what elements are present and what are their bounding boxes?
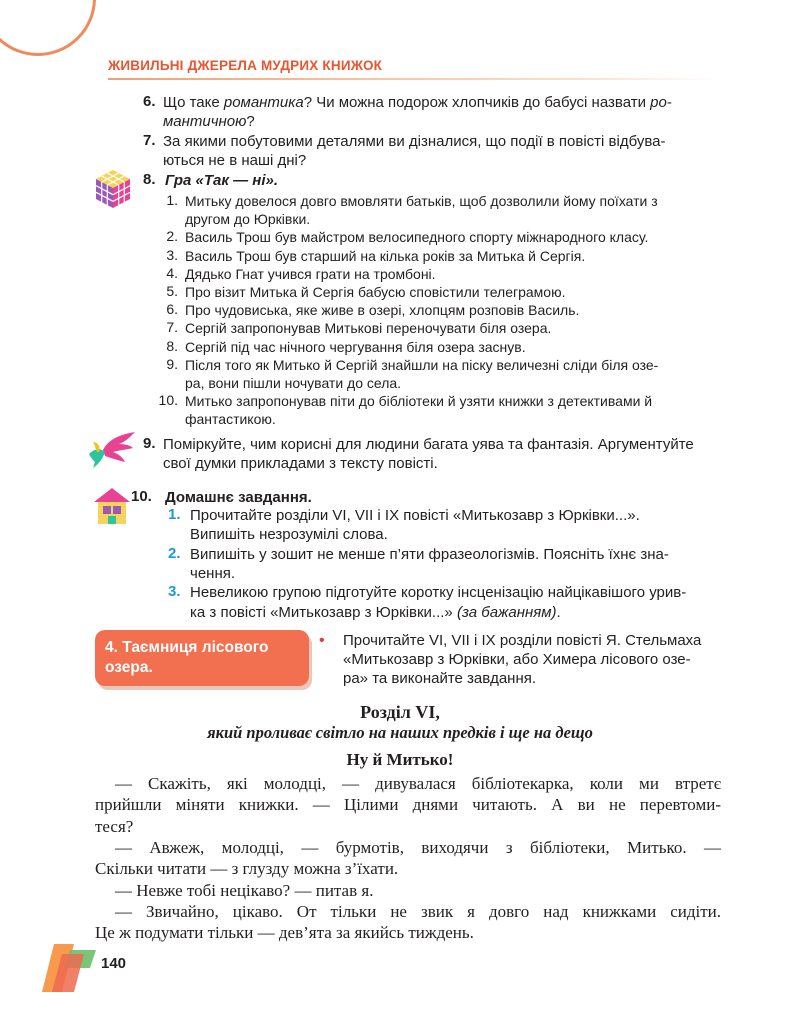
question-7-number: 7. xyxy=(143,132,156,149)
badge-line-2: озера. xyxy=(105,659,153,676)
game-item-number: 8. xyxy=(166,337,178,354)
q6-text-c: ? xyxy=(246,113,255,130)
homework-item-text xyxy=(190,583,686,603)
prose-line: — Авжеж, молодці, — бурмотів, виходячи з бібліотеки, Митько. — xyxy=(115,837,721,857)
question-10-number: 10. xyxy=(131,488,152,505)
homework-item-text xyxy=(190,603,561,623)
question-10-title: Домашнє завдання. xyxy=(165,489,312,506)
game-item-text: Сергій під час нічного чергування біля озера заснув. xyxy=(185,338,526,355)
chapter-heading: Ну й Митько! xyxy=(346,750,454,769)
q6-italic-term3: мантичною xyxy=(163,113,247,130)
homework-line: Випишіть у зошит не менше п’яти фразеологізмів. Поясніть їхнє зна- xyxy=(190,545,669,563)
game-item-text: фантастикою. xyxy=(185,411,276,428)
game-item-text: Василь Трош був майстром велосипедного спорту міжнародного класу. xyxy=(185,229,649,246)
homework-item-text xyxy=(190,564,235,584)
game-item-number: 7. xyxy=(166,319,178,336)
q6-italic-term: романтика xyxy=(223,94,304,111)
question-8-title: Гра «Так — ні». xyxy=(165,172,279,189)
header-rule xyxy=(108,78,718,80)
bullet-icon: • xyxy=(319,632,325,649)
homework-item-text xyxy=(190,506,640,526)
prose-line: — Невже тобі нецікаво? — питав я. xyxy=(115,880,374,900)
prose-line: прийшли міняти книжки. — Цілими днями читають. А ви не перевтоми- xyxy=(95,795,721,815)
chapter-subtitle: який проливає світло на наших предків і ще на дещо xyxy=(207,723,593,742)
chapter-title: Розділ VI, xyxy=(360,702,440,722)
homework-item-number: 2. xyxy=(168,544,181,562)
header-arc-icon xyxy=(0,0,96,56)
prose-line: Це ж подумати тільки — дев’ята за якийсь тиждень. xyxy=(95,923,474,943)
game-item-text: Про чудовиська, яке живе в озері, хлопцям розповів Василь. xyxy=(185,302,580,319)
game-item-text: Після того як Митько й Сергій знайшли на піску величезні сліди біля озе- xyxy=(185,356,659,373)
homework-line-end: . xyxy=(556,603,561,621)
homework-line: ка з повісті «Митькозавр з Юрківки...» xyxy=(190,603,453,621)
house-book-icon xyxy=(92,486,132,526)
game-item-number: 3. xyxy=(166,246,178,263)
game-item-number: 2. xyxy=(166,228,178,245)
homework-item-number: 1. xyxy=(168,506,181,523)
homework-line: Прочитайте розділи VI, VII і IX повісті «Митькозавр з Юрківки...». xyxy=(190,507,640,524)
q6-text-a: Що таке xyxy=(163,94,224,111)
question-9-line2: свої думки прикладами з тексту повісті. xyxy=(163,455,438,472)
homework-line: Невеликою групою підготуйте коротку інсценізацію найцікавішого урив- xyxy=(190,584,687,602)
badge-line-1: 4. Таємниця лісового xyxy=(105,639,269,656)
game-item-text: Дядько Гнат учився грати на тромбоні. xyxy=(185,265,436,282)
game-item-number: 10. xyxy=(158,392,178,409)
prose-line: — Скажіть, які молодці, — дивувалася бібліотекарка, коли ми втретє xyxy=(115,774,721,793)
page-corner-icon xyxy=(40,940,100,996)
homework-line: чення. xyxy=(190,564,236,582)
game-item-text: Митько запропонував піти до бібліотеки й узяти книжки з детективами й xyxy=(185,393,653,410)
question-7-line2: ються не в наші дні? xyxy=(163,152,307,169)
cube-icon xyxy=(94,168,132,210)
game-item-text: другом до Юрківки. xyxy=(185,211,311,228)
game-item-text: Василь Трош був старший на кілька років за Митька й Сергія. xyxy=(185,247,586,264)
prose-line: — Звичайно, цікаво. От тільки не звик я довго над книжками сидіти. xyxy=(115,901,721,921)
page-number: 140 xyxy=(101,955,127,972)
question-6-line1 xyxy=(163,93,723,113)
homework-italic-note: (за бажанням) xyxy=(452,603,557,621)
game-item-text: ра, вони пішли ночувати до села. xyxy=(185,375,402,391)
game-item-number: 6. xyxy=(166,301,178,318)
prose-line: Скільки читати — з глузду можна з’їхати. xyxy=(95,859,399,879)
q6-italic-term2: ро- xyxy=(650,94,672,111)
question-8-number: 8. xyxy=(143,171,156,188)
game-item-number: 1. xyxy=(166,192,178,208)
homework-item-text xyxy=(190,525,388,545)
game-item-text: Про візит Митька й Сергія бабусю сповістили телеграмою. xyxy=(185,284,566,300)
assignment-text xyxy=(343,631,721,688)
homework-item-number: 3. xyxy=(168,583,181,601)
pegasus-icon xyxy=(85,428,137,472)
question-6-line2 xyxy=(163,112,255,132)
game-item-number: 4. xyxy=(166,264,178,281)
header-title: ЖИВИЛЬНІ ДЖЕРЕЛА МУДРИХ КНИЖОК xyxy=(108,58,383,73)
question-7-line1: За якими побутовими деталями ви дізналися, що події в повісті відбува- xyxy=(163,133,666,150)
assignment-line: Прочитайте VI, VII і IX розділи повісті Я. Стельмаха xyxy=(343,632,702,649)
assignment-line: ра» та виконайте завдання. xyxy=(343,670,537,687)
question-9-number: 9. xyxy=(143,435,156,452)
assignment-line: «Митькозавр з Юрківки, або Химера лісового озе- xyxy=(343,651,691,668)
q6-text-b: ? Чи можна подорож хлопчиків до бабусі назвати xyxy=(303,94,651,111)
homework-item-text xyxy=(190,545,669,565)
game-item-text: Митьку довелося довго вмовляти батьків, щоб дозволили йому поїхати з xyxy=(185,193,658,209)
section-badge-text xyxy=(105,638,305,678)
game-item-number: 9. xyxy=(166,355,178,372)
game-item-text: Сергій запропонував Митькові переночувати біля озера. xyxy=(185,320,552,337)
homework-line: Випишіть незрозумілі слова. xyxy=(190,526,388,544)
question-9-line1: Поміркуйте, чим корисні для людини багата уява та фантазія. Аргументуйте xyxy=(163,436,694,453)
game-item-number: 5. xyxy=(166,283,178,299)
prose-line: теся? xyxy=(95,816,134,836)
question-6-number: 6. xyxy=(143,93,156,110)
